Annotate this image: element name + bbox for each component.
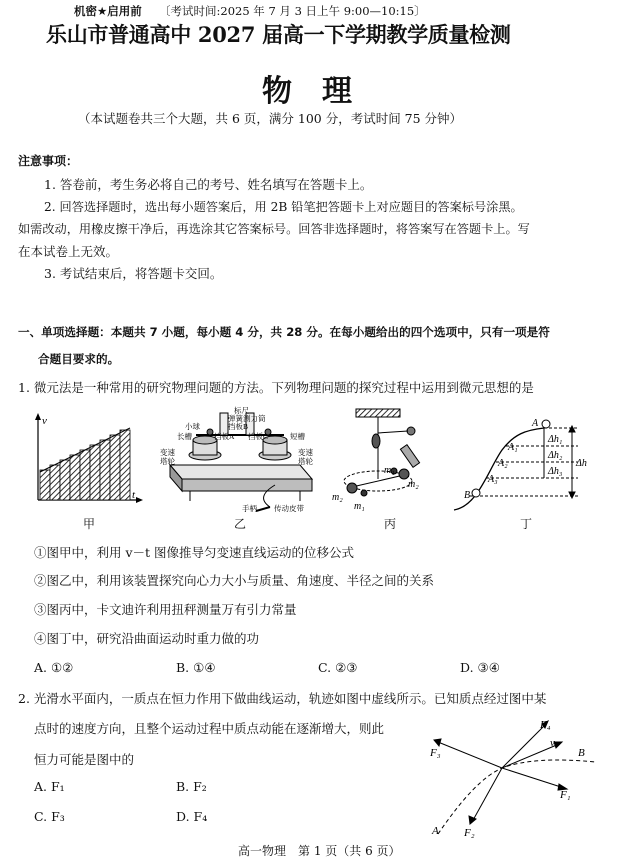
label-dh1: Δh₁ xyxy=(548,434,563,445)
option-c: C. ②③ xyxy=(318,660,358,675)
question-1-stem: 1. 微元法是一种常用的研究物理问题的方法。下列物理问题的探究过程中运用到微元思想的是 xyxy=(18,380,534,395)
question-2-stem-cont: 点时的速度方向，且整个运动过程中质点动能在逐渐增大，则此 xyxy=(34,721,385,736)
figure-caption: 丁 xyxy=(520,517,533,531)
label-m2-right: m₂ xyxy=(408,479,419,490)
statement-3: ③图丙中，卡文迪许利用扭秤测量万有引力常量 xyxy=(34,602,297,617)
label-F2: F₂ xyxy=(464,827,475,839)
section-heading: 一、单项选择题：本题共 7 小题，每小题 4 分，共 28 分。在每小题给出的四个选项中，只有一项是符 xyxy=(18,325,550,339)
figure-ding-curved-surface xyxy=(448,410,600,515)
statement-4: ④图丁中，研究沿曲面运动时重力做的功 xyxy=(34,631,260,646)
option-a: A. ①② xyxy=(34,660,74,675)
label-B: B xyxy=(578,747,585,759)
note-item: 1. 答卷前，考生务必将自己的考号、姓名填写在答题卡上。 xyxy=(44,177,373,192)
statement-2: ②图乙中，利用该装置探究向心力大小与质量、角速度、半径之间的关系 xyxy=(34,573,435,588)
label-bc: 挡板C xyxy=(248,432,269,441)
label-v: v xyxy=(550,737,555,749)
option-b: B. F₂ xyxy=(176,779,207,794)
figure-yi-centripetal-apparatus xyxy=(150,405,322,515)
label-belt: 传动皮带 xyxy=(274,504,304,513)
label-A3: A₃ xyxy=(488,474,498,485)
exam-time: 〔考试时间:2025 年 7 月 3 日上午 9:00—10:15〕 xyxy=(159,4,426,18)
label-arm: 长槽 xyxy=(177,432,192,441)
t-axis-label: t xyxy=(132,489,136,501)
label-A1: A₁ xyxy=(508,442,518,453)
label-m2-left: m₂ xyxy=(332,492,343,503)
exam-subtitle: （本试题卷共三个大题，共 6 页，满分 100 分，考试时间 75 分钟） xyxy=(78,111,463,126)
figure-caption: 乙 xyxy=(234,517,247,531)
section-heading-cont: 合题目要求的。 xyxy=(38,352,120,366)
option-d: D. ③④ xyxy=(460,660,500,675)
note-item: 2. 回答选择题时，选出每小题答案后，用 2B 铅笔把答题卡上对应题目的答案标号涂黑。 xyxy=(44,200,523,214)
label-wheel-left: 变速 xyxy=(160,448,175,457)
label-B: B xyxy=(464,490,471,501)
subject-title: 物 理 xyxy=(262,74,352,109)
label-A: A xyxy=(432,825,439,837)
note-item: 在本试卷上无效。 xyxy=(18,244,119,259)
v-axis-label: v xyxy=(42,415,47,427)
option-b: B. ①④ xyxy=(176,660,216,675)
label-handle: 手柄 xyxy=(242,504,257,513)
label-m1-bottom: m₁ xyxy=(354,501,365,512)
label-wheel-left-2: 塔轮 xyxy=(160,457,175,466)
label-A2: A₂ xyxy=(498,458,508,469)
label-F4: F₄ xyxy=(540,719,551,731)
option-c: C. F₃ xyxy=(34,809,65,824)
figure-q2-forces xyxy=(424,716,604,840)
note-item: 3. 考试结束后，将答题卡交回。 xyxy=(44,266,223,281)
label-spring: 弹簧测力筒 xyxy=(228,414,266,423)
label-wheel-right: 变速 xyxy=(298,448,313,457)
label-A: A xyxy=(532,418,539,429)
label-F3: F₃ xyxy=(430,747,441,759)
figure-caption: 丙 xyxy=(384,517,397,531)
label-short: 短槽 xyxy=(290,432,305,441)
figure-caption: 甲 xyxy=(83,517,96,531)
figure-bing-torsion-balance xyxy=(328,407,438,512)
label-F1: F₁ xyxy=(560,789,571,801)
note-item: 如需改动，用橡皮擦干净后，再选涂其它答案标号。回答非选择题时，将答案写在答题卡上。写 xyxy=(18,222,530,236)
notes-heading: 注意事项： xyxy=(18,154,79,168)
page-footer: 高一物理 第 1 页（共 6 页） xyxy=(238,844,401,858)
label-dh2: Δh₂ xyxy=(548,450,563,461)
statement-1: ①图甲中，利用 v－t 图像推导匀变速直线运动的位移公式 xyxy=(34,545,355,560)
option-d: D. F₄ xyxy=(176,809,208,824)
label-m1-top: m₁ xyxy=(384,465,395,476)
main-title: 乐山市普通高中 2027 届高一下学期教学质量检测 xyxy=(46,22,511,47)
figure-jia-vt-graph xyxy=(28,410,148,510)
option-a: A. F₁ xyxy=(34,779,65,794)
label-ba: 挡板A xyxy=(214,432,235,441)
label-wheel-right-2: 塔轮 xyxy=(298,457,313,466)
label-bb: 挡板B xyxy=(228,422,249,431)
label-ball: 小球 xyxy=(185,422,200,431)
label-dh: Δh xyxy=(576,458,587,469)
secret-label: 机密★启用前 xyxy=(74,4,142,18)
question-2-stem: 2. 光滑水平面内，一质点在恒力作用下做曲线运动，轨迹如图中虚线所示。已知质点经过图中某 xyxy=(18,691,547,706)
label-dh3: Δh₃ xyxy=(548,466,563,477)
label-biaochi: 标尺 xyxy=(234,406,249,415)
question-2-stem-cont: 恒力可能是图中的 xyxy=(34,752,135,767)
